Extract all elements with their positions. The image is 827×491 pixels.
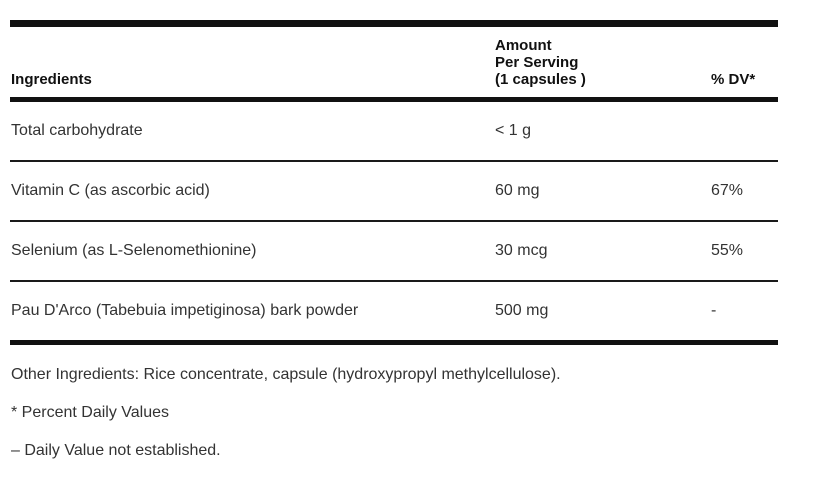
- ingredient-dv: 55%: [711, 242, 744, 259]
- percent-daily-values-note: * Percent Daily Values: [11, 404, 169, 421]
- ingredient-name: Total carbohydrate: [11, 122, 143, 139]
- table-row: [10, 282, 778, 340]
- ingredient-dv: 67%: [711, 182, 744, 199]
- header-percent-dv: % DV*: [711, 71, 756, 88]
- table-row: [10, 162, 778, 222]
- ingredient-name: Selenium (as L-Selenomethionine): [11, 242, 257, 259]
- ingredient-name: Vitamin C (as ascorbic acid): [11, 182, 210, 199]
- ingredient-amount: 500 mg: [495, 302, 549, 319]
- other-ingredients-text: Other Ingredients: Rice concentrate, capsule (hydroxypropyl methylcellulose).: [11, 366, 561, 383]
- table-row: [10, 222, 778, 282]
- ingredient-amount: 30 mcg: [495, 242, 548, 259]
- header-amount-per-serving: [495, 37, 635, 88]
- table-header: [10, 27, 778, 97]
- daily-value-not-established-note: – Daily Value not established.: [11, 442, 221, 459]
- header-amount-line-3: (1 capsules ): [495, 71, 586, 88]
- header-amount-line-1: Amount: [495, 37, 552, 54]
- top-rule: [10, 20, 778, 27]
- ingredient-dv: -: [711, 302, 717, 319]
- supplement-facts-table: [10, 20, 778, 345]
- ingredient-name: Pau D'Arco (Tabebuia impetiginosa) bark powder: [11, 302, 359, 319]
- header-ingredients: Ingredients: [11, 71, 92, 88]
- footnotes: [11, 364, 561, 478]
- ingredient-amount: < 1 g: [495, 122, 532, 139]
- header-amount-line-2: Per Serving: [495, 54, 579, 71]
- ingredient-amount: 60 mg: [495, 182, 540, 199]
- bottom-rule: [10, 340, 778, 345]
- table-row: [10, 102, 778, 162]
